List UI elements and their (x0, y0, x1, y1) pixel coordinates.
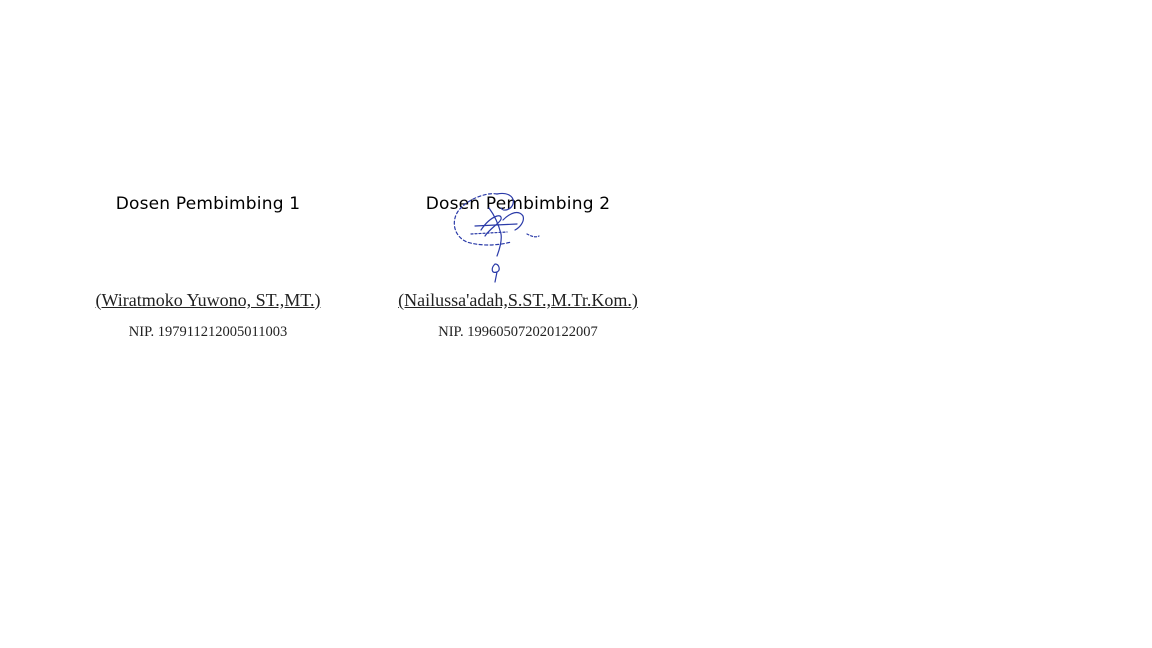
advisor-2-role: Dosen Pembimbing 2 (425, 194, 611, 214)
advisor-1-role: Dosen Pembimbing 1 (115, 194, 301, 214)
advisor-2-signature (445, 186, 549, 284)
advisor-2-name: (Nailussa'adah,S.ST.,M.Tr.Kom.) (398, 290, 638, 310)
advisor-2-nip: NIP. 199605072020122007 (438, 324, 598, 340)
advisor-1-name: (Wiratmoko Yuwono, ST.,MT.) (95, 290, 321, 310)
advisor-1-nip: NIP. 197911212005011003 (128, 324, 288, 340)
